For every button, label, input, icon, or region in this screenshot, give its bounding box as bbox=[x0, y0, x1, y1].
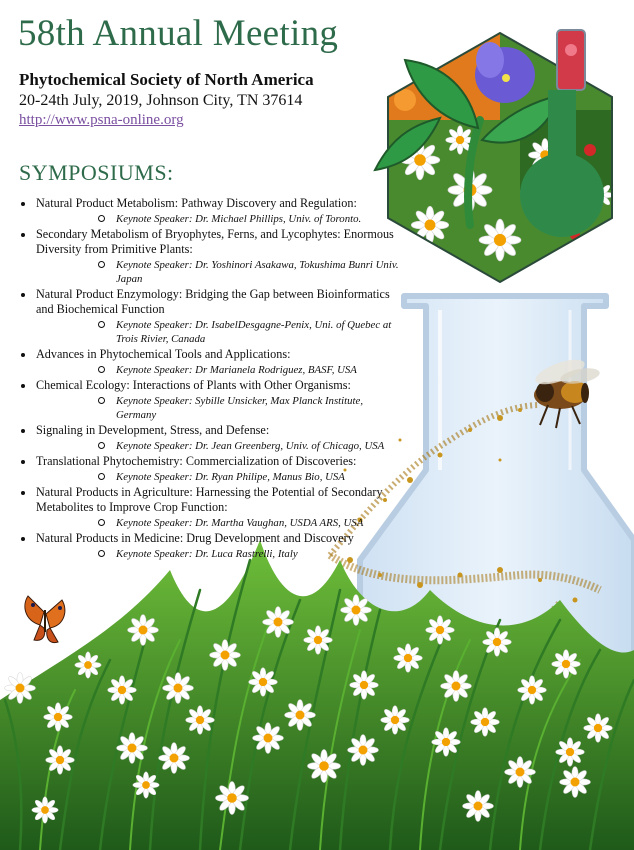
symposium-item bbox=[0, 423, 400, 453]
symposium-item bbox=[0, 227, 400, 286]
bullet-icon bbox=[21, 233, 25, 237]
keynote-speaker: Keynote Speaker: Dr. Michael Phillips, Univ. of Toronto. bbox=[36, 212, 400, 226]
bullet-icon bbox=[21, 202, 25, 206]
bullet-icon bbox=[21, 293, 25, 297]
bullet-icon bbox=[21, 460, 25, 464]
circle-bullet-icon bbox=[98, 366, 105, 373]
keynote-speaker: Keynote Speaker: Dr. IsabelDesgagne-Penix, Uni. of Quebec at Trois Rivier, Canada bbox=[36, 318, 400, 346]
symposium-title: Natural Products in Medicine: Drug Development and Discovery bbox=[36, 531, 354, 545]
keynote-speaker: Keynote Speaker: Dr Marianela Rodriguez, BASF, USA bbox=[36, 363, 400, 377]
keynote-speaker: Keynote Speaker: Dr. Jean Greenberg, Univ. of Chicago, USA bbox=[36, 439, 400, 453]
symposium-title: Signaling in Development, Stress, and Defense: bbox=[36, 423, 270, 437]
symposium-title: Advances in Phytochemical Tools and Applications: bbox=[36, 347, 291, 361]
keynote-speaker: Keynote Speaker: Dr. Ryan Philipe, Manus Bio, USA bbox=[36, 470, 400, 484]
butterfly-illustration bbox=[25, 596, 65, 643]
keynote-speaker: Keynote Speaker: Dr. Luca Rastrelli, Italy bbox=[36, 547, 400, 561]
organization-name: Phytochemical Society of North America bbox=[19, 70, 314, 89]
symposium-title: Natural Product Metabolism: Pathway Discovery and Regulation: bbox=[36, 196, 357, 210]
hexagon-flower-emblem bbox=[375, 30, 620, 290]
symposium-title: Translational Phytochemistry: Commercialization of Discoveries: bbox=[36, 454, 357, 468]
keynote-speaker: Keynote Speaker: Dr. Yoshinori Asakawa, Tokushima Bunri Univ. Japan bbox=[36, 258, 400, 286]
page-title: 58th Annual Meeting bbox=[18, 13, 339, 54]
symposium-item bbox=[0, 485, 400, 530]
bullet-icon bbox=[21, 537, 25, 541]
symposium-item bbox=[0, 287, 400, 346]
date-location: 20-24th July, 2019, Johnson City, TN 37614 bbox=[19, 92, 303, 109]
circle-bullet-icon bbox=[98, 519, 105, 526]
circle-bullet-icon bbox=[98, 550, 105, 557]
circle-bullet-icon bbox=[98, 397, 105, 404]
circle-bullet-icon bbox=[98, 442, 105, 449]
circle-bullet-icon bbox=[98, 473, 105, 480]
keynote-speaker: Keynote Speaker: Dr. Martha Vaughan, USDA ARS, USA bbox=[36, 516, 400, 530]
symposium-title: Natural Products in Agriculture: Harnessing the Potential of Secondary Metabolites to Improve Crop Function: bbox=[36, 485, 383, 514]
symposium-item bbox=[0, 531, 400, 561]
symposium-list bbox=[0, 196, 400, 562]
keynote-speaker: Keynote Speaker: Sybille Unsicker, Max Planck Institute, Germany bbox=[36, 394, 400, 422]
circle-bullet-icon bbox=[98, 215, 105, 222]
bullet-icon bbox=[21, 384, 25, 388]
bullet-icon bbox=[21, 353, 25, 357]
bullet-icon bbox=[21, 429, 25, 433]
bullet-icon bbox=[21, 491, 25, 495]
circle-bullet-icon bbox=[98, 261, 105, 268]
symposium-title: Secondary Metabolism of Bryophytes, Ferns, and Lycophytes: Enormous Diversity from Primitive Plants: bbox=[36, 227, 394, 256]
circle-bullet-icon bbox=[98, 321, 105, 328]
symposium-title: Chemical Ecology: Interactions of Plants with Other Organisms: bbox=[36, 378, 351, 392]
symposium-title: Natural Product Enzymology: Bridging the Gap between Bioinformatics and Biochemical Function bbox=[36, 287, 390, 316]
symposium-item bbox=[0, 196, 400, 226]
symposiums-heading: SYMPOSIUMS: bbox=[19, 160, 174, 185]
symposium-item bbox=[0, 347, 400, 377]
symposium-item bbox=[0, 378, 400, 422]
website-link[interactable]: http://www.psna-online.org bbox=[19, 112, 184, 128]
symposium-item bbox=[0, 454, 400, 484]
